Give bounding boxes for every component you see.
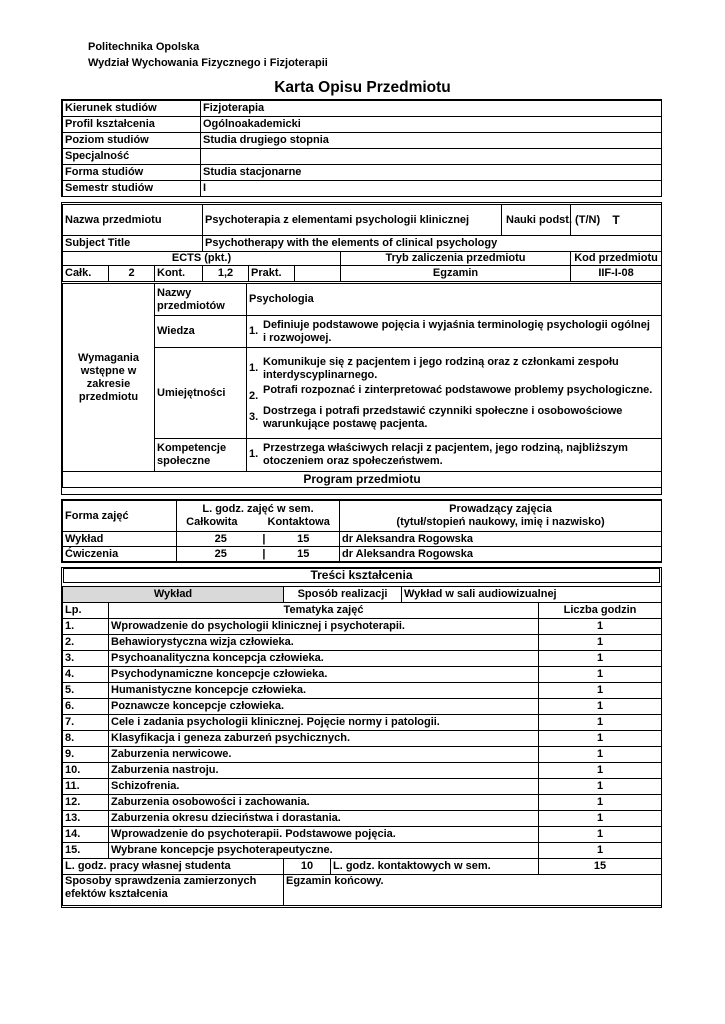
contact-hours-label: Kontaktowa [267,516,330,528]
skills-list [247,348,662,439]
topic-text: Wprowadzenie do psychoterapii. Podstawowe pojęcia. [109,827,539,843]
class-teacher: dr Aleksandra Rogowska [340,532,662,547]
effect-item [249,355,659,383]
hours-summary-row [63,859,662,875]
basic-sciences-label: Nauki podst. (T/N) [501,205,600,235]
study-info-value: Ogólnoakademicki [201,117,662,133]
effect-number: 1. [249,361,259,374]
study-info-label: Specjalność [63,149,201,165]
study-info-row [63,181,662,197]
study-info-label: Forma studiów [63,165,201,181]
total-label: Całk. [63,266,109,282]
teacher-header [340,501,662,532]
topic-row [63,795,662,811]
course-table [62,204,662,282]
contact-hours-total-label: L. godz. kontaktowych w sem. [331,859,539,875]
requirements-table [62,283,662,488]
topic-number: 5. [63,683,109,699]
topic-text: Behawiorystyczna wizja człowieka. [109,635,539,651]
course-name-text: Psychoterapia z elementami psychologii klinicznej [205,214,470,226]
page-title: Karta Opisu Przedmiotu [274,79,451,96]
topic-label: Tematyka zajęć [109,603,539,619]
topic-number: 10. [63,763,109,779]
study-info-value: Fizjoterapia [201,101,662,117]
effect-text: Dostrzega i potrafi przedstawić czynniki społeczne i osobowościowe warunkujące postawę pacjenta. [263,404,623,430]
topic-hours: 1 [539,795,662,811]
effect-number: 1. [249,324,259,337]
total-value: 2 [109,266,155,282]
effect-text: Potrafi rozpoznać i zinterpretować podstawowe problemy psychologiczne. [263,383,653,396]
kont-label: Kont. [155,266,203,282]
topic-row [63,635,662,651]
class-row [63,532,662,547]
effect-text: Przestrzega właściwych relacji z pacjentem, jego rodziną, najbliższym otoczeniem oraz społeczeństwem. [263,442,628,467]
topic-number: 6. [63,699,109,715]
effect-text: Definiuje podstawowe pojęcia i wyjaśnia terminologię psychologii ogólnej i rozwojowej. [263,318,650,344]
study-info-value: I [201,181,662,197]
topic-number: 7. [63,715,109,731]
study-info-row [63,165,662,181]
verification-label: Sposoby sprawdzenia zamierzonych efektów kształcenia [63,875,284,906]
topic-hours: 1 [539,747,662,763]
topic-text: Wprowadzenie do psychologii klinicznej i psychoterapii. [109,619,539,635]
effect-number: 3. [249,410,259,423]
subject-title-value: Psychotherapy with the elements of clinical psychology [203,236,662,252]
code-value: IIF-I-08 [571,266,662,282]
topic-text: Wybrane koncepcje psychoterapeutyczne. [109,843,539,859]
effect-item [249,318,659,346]
program-label: Program przedmiotu [63,472,662,488]
topic-row [63,827,662,843]
topic-row [63,651,662,667]
study-info-row [63,133,662,149]
course-name-value [203,205,601,236]
mode-label: Tryb zaliczenia przedmiotu [341,252,571,266]
form-label: Forma zajęć [63,501,177,532]
topic-row [63,683,662,699]
topic-hours: 1 [539,635,662,651]
topic-text: Humanistyczne koncepcje człowieka. [109,683,539,699]
topic-hours: 1 [539,619,662,635]
topic-number: 9. [63,747,109,763]
lp-label: Lp. [63,603,109,619]
topic-hours: 1 [539,843,662,859]
study-info-row [63,117,662,133]
skills-label: Umiejętności [155,348,247,439]
verification-value: Egzamin końcowy. [284,875,662,906]
study-info-row [63,101,662,117]
topic-text: Zaburzenia osobowości i zachowania. [109,795,539,811]
content-title: Treści kształcenia [63,568,660,583]
topic-text: Zaburzenia okresu dzieciństwa i dorastania. [109,811,539,827]
prakt-label: Prakt. [249,266,295,282]
topic-hours: 1 [539,683,662,699]
hours-label: L. godz. zajęć w sem. [202,503,314,515]
class-total-hours [177,547,268,562]
effect-item [249,441,659,469]
basic-sciences-value: T [571,205,662,236]
topic-text: Psychoanalityczna koncepcja człowieka. [109,651,539,667]
teacher-sub-label: (tytuł/stopień naukowy, imię i nazwisko) [396,516,605,528]
topic-number: 15. [63,843,109,859]
topic-number: 8. [63,731,109,747]
topic-number: 4. [63,667,109,683]
prakt-value [295,266,341,282]
topic-hours: 1 [539,827,662,843]
study-info-value [201,149,662,165]
competence-label: Kompetencje społeczne [155,439,247,472]
topic-number: 12. [63,795,109,811]
study-info-value: Studia stacjonarne [201,165,662,181]
topic-hours-label: Liczba godzin [539,603,662,619]
effect-number: 1. [249,448,259,460]
class-total-value: 25 [214,532,227,545]
hours-header [177,501,340,532]
topic-row [63,811,662,827]
topic-row [63,747,662,763]
content-table [62,586,662,906]
study-info-label: Semestr studiów [63,181,201,197]
contact-hours-total-value: 15 [539,859,662,875]
class-form: Ćwiczenia [63,547,177,562]
study-info-table [62,100,662,197]
topic-text: Klasyfikacja i geneza zaburzeń psychicznych. [109,731,539,747]
study-info-label: Kierunek studiów [63,101,201,117]
study-info-row [63,149,662,165]
topic-number: 14. [63,827,109,843]
class-total-value: 25 [214,547,227,560]
topic-text: Poznawcze koncepcje człowieka. [109,699,539,715]
topic-hours: 1 [539,651,662,667]
requirements-label: Wymagania wstępne w zakresie przedmiotu [63,284,155,472]
total-hours-label: Całkowita [186,516,238,528]
effect-text: Komunikuje się z pacjentem i jego rodziną oraz z członkami zespołu interdyscyplinarnego. [263,355,619,381]
topic-number: 2. [63,635,109,651]
topic-hours: 1 [539,779,662,795]
study-info-label: Profil kształcenia [63,117,201,133]
competence-list [247,439,662,472]
effect-item [249,383,659,404]
class-contact-hours: 15 [268,547,340,562]
class-row [63,547,662,562]
topic-text: Schizofrenia. [109,779,539,795]
topic-row [63,715,662,731]
topic-hours: 1 [539,667,662,683]
topic-number: 1. [63,619,109,635]
ects-label: ECTS (pkt.) [63,252,341,266]
topic-row [63,779,662,795]
topic-hours: 1 [539,699,662,715]
topic-row [63,699,662,715]
classes-table [62,500,662,562]
knowledge-list [247,316,662,348]
topic-row [63,763,662,779]
study-info-value: Studia drugiego stopnia [201,133,662,149]
content-type-label: Wykład [63,587,284,603]
class-total-hours [177,532,268,547]
topic-hours: 1 [539,715,662,731]
own-work-label: L. godz. pracy własnej studenta [63,859,284,875]
course-name-label: Nazwa przedmiotu [63,205,203,236]
own-work-value: 10 [284,859,331,875]
verification-row [63,875,662,906]
mode-value: Egzamin [341,266,571,282]
topic-text: Zaburzenia nerwicowe. [109,747,539,763]
subjects-label: Nazwy przedmiotów [155,284,247,316]
topic-row [63,731,662,747]
topic-text: Zaburzenia nastroju. [109,763,539,779]
class-contact-hours: 15 [268,532,340,547]
topic-number: 11. [63,779,109,795]
topic-hours: 1 [539,811,662,827]
topic-number: 13. [63,811,109,827]
topic-row [63,667,662,683]
study-info-label: Poziom studiów [63,133,201,149]
topic-hours: 1 [539,763,662,779]
hours-separator: | [262,532,266,545]
hours-sublabels [179,516,337,529]
subject-title-label: Subject Title [63,236,203,252]
class-teacher: dr Aleksandra Rogowska [340,547,662,562]
effect-item [249,404,659,432]
method-value: Wykład w sali audiowizualnej [402,587,662,603]
effect-number: 2. [249,389,259,402]
university-name: Politechnika Opolska [88,41,200,53]
code-label: Kod przedmiotu [571,252,662,266]
subjects-value: Psychologia [247,284,662,316]
teacher-label: Prowadzący zajęcia [449,503,552,515]
topic-text: Cele i zadania psychologii klinicznej. Pojęcie normy i patologii. [109,715,539,731]
topic-row [63,843,662,859]
knowledge-label: Wiedza [155,316,247,348]
topic-number: 3. [63,651,109,667]
topic-hours: 1 [539,731,662,747]
kont-value: 1,2 [203,266,249,282]
method-label: Sposób realizacji [284,587,402,603]
topic-text: Psychodynamiczne koncepcje człowieka. [109,667,539,683]
hours-separator: | [262,547,266,560]
faculty-name: Wydział Wychowania Fizycznego i Fizjoterapii [88,57,328,69]
topic-row [63,619,662,635]
class-form: Wykład [63,532,177,547]
